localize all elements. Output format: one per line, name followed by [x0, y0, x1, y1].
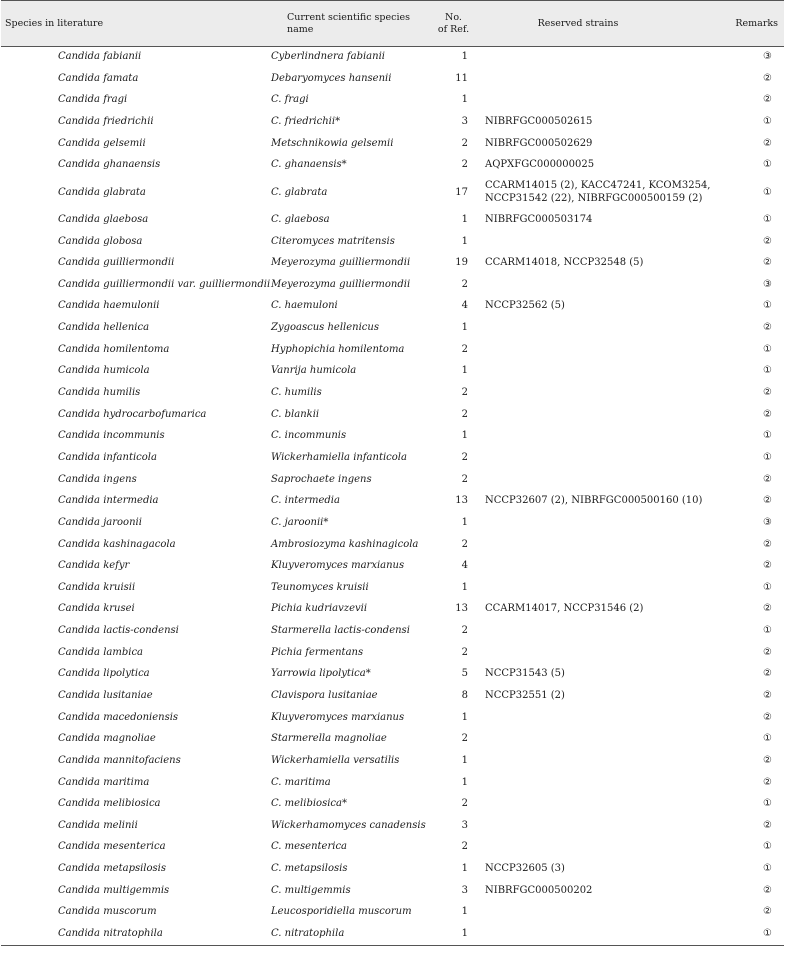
table-row — [1, 133, 784, 155]
table-row — [1, 253, 784, 275]
table-row — [1, 209, 784, 231]
remark-cell: ② — [763, 884, 772, 896]
current-species-name-cell: C. nitratophila — [263, 923, 431, 945]
remark-cell: ② — [763, 690, 772, 701]
reference-count-cell: 1 — [431, 923, 476, 945]
reserved-strains-cell — [476, 556, 734, 578]
table-row — [1, 599, 784, 621]
current-species-name-cell: Yarrowia lipolytica* — [271, 668, 371, 680]
current-species-name-cell: C. mesenterica — [271, 841, 348, 853]
reference-count-cell: 1 — [461, 711, 468, 723]
remark-cell: ② — [763, 646, 772, 658]
remark-cell: ② — [763, 819, 772, 831]
species-in-literature-cell: Candida kruisii — [58, 581, 136, 593]
reference-count-cell: 5 — [461, 668, 468, 680]
reserved-strains-cell — [476, 815, 734, 837]
reference-count-cell: 2 — [461, 646, 468, 658]
species-in-literature-cell: Candida glabrata — [58, 186, 146, 198]
current-species-name-cell: C. humilis — [271, 387, 322, 399]
reserved-strains-cell — [476, 68, 734, 90]
species-in-literature-cell: Candida friedrichii — [58, 115, 154, 127]
table-row — [1, 707, 784, 729]
species-in-literature-cell: Candida lactis-condensi — [58, 625, 179, 637]
table-row — [1, 859, 784, 881]
current-species-name-cell: C. ghanaensis* — [271, 159, 347, 171]
table-row — [1, 923, 784, 945]
remark-cell: ① — [763, 863, 772, 875]
current-species-name-cell: Meyerozyma guilliermondii — [271, 278, 411, 290]
species-in-literature-cell: Candida haemulonii — [58, 300, 160, 312]
species-in-literature-cell: Candida melibiosica — [58, 798, 161, 810]
current-species-name-cell: Meyerozyma guilliermondii — [271, 257, 411, 269]
header-species-in-literature: Species in literature — [1, 1, 263, 47]
reserved-strains-cell — [476, 772, 734, 794]
reference-count-cell: 1 — [461, 51, 468, 63]
reference-count-cell: 11 — [455, 72, 468, 84]
reserved-strains-cell — [476, 923, 734, 945]
species-in-literature-cell: Candida magnoliae — [58, 733, 156, 745]
current-species-name-cell: C. melibiosica* — [271, 798, 347, 810]
reference-count-cell: 1 — [461, 906, 468, 918]
current-species-name-cell: C. jaroonii* — [271, 516, 329, 528]
remark-cell: ② — [763, 906, 772, 918]
current-species-name-cell: C. maritima — [271, 776, 331, 788]
current-species-name-cell: Kluyveromyces marxianus — [271, 711, 405, 723]
reserved-strains-cell — [476, 642, 734, 664]
remark-cell: ② — [763, 668, 772, 680]
remark-cell: ② — [763, 754, 772, 766]
remark-cell: ③ — [763, 516, 772, 528]
table-row — [1, 382, 784, 404]
reserved-strains-cell: NCCP32605 (3) — [485, 863, 565, 875]
remark-cell: ① — [763, 625, 772, 637]
species-in-literature-cell: Candida metapsilosis — [58, 863, 166, 875]
table-row — [1, 47, 784, 69]
reference-count-cell: 1 — [461, 430, 468, 442]
reserved-strains-cell — [476, 621, 734, 643]
remark-cell: ① — [734, 923, 784, 945]
reference-count-cell: 2 — [461, 538, 468, 550]
header-number-of-references — [431, 1, 476, 47]
remark-cell: ① — [763, 213, 772, 225]
remark-cell: ② — [763, 257, 772, 269]
reference-count-cell: 2 — [461, 473, 468, 485]
reserved-strains-cell — [476, 447, 734, 469]
reference-count-cell: 19 — [455, 257, 468, 269]
table-row — [1, 318, 784, 340]
species-in-literature-cell: Candida lambica — [58, 646, 143, 658]
remark-cell: ② — [763, 560, 772, 572]
remark-cell: ① — [763, 733, 772, 745]
table-row — [1, 469, 784, 491]
table-row — [1, 274, 784, 296]
remark-cell: ① — [763, 451, 772, 463]
table-row — [1, 361, 784, 383]
current-species-name-cell: Debaryomyces hansenii — [271, 72, 392, 84]
current-species-name-cell: C. incommunis — [271, 430, 347, 442]
reserved-strains-cell: NCCP32562 (5) — [485, 300, 565, 312]
current-species-name-cell: Saprochaete ingens — [271, 473, 372, 485]
reference-count-cell: 13 — [455, 495, 468, 507]
reserved-strains-cell — [476, 577, 734, 599]
species-in-literature-cell: Candida guilliermondii var. guilliermondii — [58, 278, 271, 290]
species-in-literature-cell: Candida lipolytica — [58, 668, 150, 680]
remark-cell: ② — [763, 72, 772, 84]
current-species-name-cell: Kluyveromyces marxianus — [271, 560, 405, 572]
reserved-strains-cell — [476, 426, 734, 448]
reference-count-cell: 17 — [455, 186, 468, 198]
current-species-name-cell: Ambrosiozyma kashinagicola — [271, 538, 419, 550]
remark-cell: ① — [763, 430, 772, 442]
reserved-strains-cell — [476, 729, 734, 751]
header-no-line2: of Ref. — [437, 23, 470, 35]
table-row — [1, 426, 784, 448]
species-in-literature-cell: Candida homilentoma — [58, 343, 170, 355]
reserved-strains-cell — [476, 339, 734, 361]
reference-count-cell: 1 — [461, 235, 468, 247]
current-species-name-cell: Citeromyces matritensis — [271, 235, 395, 247]
remark-cell: ② — [763, 94, 772, 106]
header-reserved-strains: Reserved strains — [476, 1, 734, 47]
reserved-strains-cell — [476, 837, 734, 859]
reserved-strains-cell — [476, 361, 734, 383]
table-header — [1, 1, 784, 47]
current-species-name-cell: C. fragi — [271, 94, 309, 106]
species-in-literature-cell: Candida incommunis — [58, 430, 165, 442]
current-species-name-cell: C. blankii — [271, 408, 320, 420]
species-in-literature-cell: Candida muscorum — [58, 906, 157, 918]
species-in-literature-cell: Candida globosa — [58, 235, 143, 247]
current-species-name-cell: Pichia kudriavzevii — [271, 603, 368, 615]
current-species-name-cell: Starmerella lactis-condensi — [271, 625, 410, 637]
table-row — [1, 512, 784, 534]
table-row — [1, 155, 784, 177]
table-row — [1, 577, 784, 599]
species-in-literature-cell: Candida krusei — [58, 603, 135, 615]
table-row — [1, 111, 784, 133]
species-in-literature-cell: Candida gelsemii — [58, 137, 146, 149]
remark-cell: ② — [763, 387, 772, 399]
table-row — [1, 621, 784, 643]
reserved-strains-cell: CCARM14017, NCCP31546 (2) — [485, 603, 644, 615]
table-row — [1, 534, 784, 556]
reserved-strains-cell — [476, 47, 734, 69]
reference-count-cell: 2 — [461, 387, 468, 399]
reference-count-cell: 3 — [461, 115, 468, 127]
table-row — [1, 837, 784, 859]
reference-count-cell: 2 — [461, 278, 468, 290]
reserved-strains-cell — [476, 469, 734, 491]
table-row — [1, 815, 784, 837]
species-in-literature-cell: Candida mesenterica — [58, 841, 166, 853]
current-species-name-cell: Wickerhamomyces canadensis — [271, 819, 426, 831]
reference-count-cell: 1 — [461, 776, 468, 788]
current-species-name-cell: C. glaebosa — [271, 213, 330, 225]
species-in-literature-cell: Candida jaroonii — [58, 516, 142, 528]
table-row — [1, 729, 784, 751]
table-row — [1, 685, 784, 707]
table-row — [1, 750, 784, 772]
table-body — [1, 47, 784, 946]
current-species-name-cell: Starmerella magnoliae — [271, 733, 387, 745]
table-row — [1, 902, 784, 924]
current-species-name-cell: Pichia fermentans — [271, 646, 364, 658]
remark-cell: ① — [763, 115, 772, 127]
reserved-strains-cell: NIBRFGC000502629 — [485, 137, 593, 149]
current-species-name-cell: C. metapsilosis — [271, 863, 348, 875]
remark-cell: ② — [763, 408, 772, 420]
reserved-strains-cell — [476, 902, 734, 924]
reference-count-cell: 2 — [461, 625, 468, 637]
reference-count-cell: 1 — [461, 213, 468, 225]
species-in-literature-cell: Candida fabianii — [58, 51, 142, 63]
table-row — [1, 642, 784, 664]
reserved-strains-cell: NCCP31543 (5) — [485, 668, 565, 680]
current-species-name-cell: Zygoascus hellenicus — [271, 322, 379, 334]
reference-count-cell: 2 — [461, 137, 468, 149]
reserved-strains-cell — [476, 90, 734, 112]
header-remarks: Remarks — [734, 1, 784, 47]
remark-cell: ② — [763, 603, 772, 615]
reference-count-cell: 3 — [461, 884, 468, 896]
reference-count-cell: 1 — [461, 94, 468, 106]
species-in-literature-cell: Candida fragi — [58, 94, 128, 106]
reference-count-cell: 2 — [461, 451, 468, 463]
reference-count-cell: 2 — [461, 841, 468, 853]
remark-cell: ③ — [763, 51, 772, 63]
reference-count-cell: 1 — [461, 516, 468, 528]
reserved-strains-cell: CCARM14018, NCCP32548 (5) — [485, 257, 644, 269]
species-in-literature-cell: Candida guilliermondii — [58, 257, 175, 269]
reserved-strains-cell: AQPXFGC000000025 — [485, 159, 595, 171]
remark-cell: ② — [763, 473, 772, 485]
reference-count-cell: 8 — [461, 690, 468, 701]
table-row — [1, 339, 784, 361]
species-table — [1, 0, 784, 946]
table-row — [1, 556, 784, 578]
reserved-strains-cell — [476, 534, 734, 556]
reference-count-cell: 3 — [461, 819, 468, 831]
reserved-strains-cell: CCARM14015 (2), KACC47241, KCOM3254, NCCP31542 (22), NIBRFGC000500159 (2) — [485, 180, 711, 204]
reserved-strains-cell: NCCP32551 (2) — [485, 690, 565, 701]
species-in-literature-cell: Candida intermedia — [58, 495, 159, 507]
reference-count-cell: 4 — [461, 300, 468, 312]
reserved-strains-cell — [476, 231, 734, 253]
species-in-literature-cell: Candida hellenica — [58, 322, 150, 334]
remark-cell: ② — [763, 711, 772, 723]
current-species-name-cell: Wickerhamiella versatilis — [271, 754, 400, 766]
remark-cell: ② — [763, 235, 772, 247]
current-species-name-cell: C. friedrichii* — [271, 115, 341, 127]
header-row — [1, 1, 784, 47]
reserved-strains-cell: NIBRFGC000502615 — [485, 115, 593, 127]
remark-cell: ② — [763, 137, 772, 149]
species-in-literature-cell: Candida ingens — [58, 473, 137, 485]
remark-cell: ① — [763, 365, 772, 377]
species-in-literature-cell: Candida maritima — [58, 776, 150, 788]
current-species-name-cell: Wickerhamiella infanticola — [271, 451, 407, 463]
reserved-strains-cell — [476, 274, 734, 296]
remark-cell: ② — [763, 538, 772, 550]
reference-count-cell: 2 — [461, 408, 468, 420]
table-row — [1, 296, 784, 318]
reserved-strains-cell: NIBRFGC000500202 — [485, 884, 593, 896]
current-species-name-cell: C. haemuloni — [271, 300, 338, 312]
species-in-literature-cell: Candida famata — [58, 72, 139, 84]
species-in-literature-cell: Candida melinii — [58, 819, 138, 831]
species-in-literature-cell: Candida macedoniensis — [58, 711, 179, 723]
reference-count-cell: 13 — [455, 603, 468, 615]
remark-cell: ① — [763, 798, 772, 810]
species-in-literature-cell: Candida hydrocarbofumarica — [58, 408, 207, 420]
reserved-strains-cell — [476, 318, 734, 340]
table-row — [1, 772, 784, 794]
species-in-literature-cell: Candida kashinagacola — [58, 538, 176, 550]
reference-count-cell: 2 — [461, 733, 468, 745]
remark-cell: ① — [763, 581, 772, 593]
table-row — [1, 231, 784, 253]
table-row — [1, 880, 784, 902]
remark-cell: ② — [763, 776, 772, 788]
species-in-literature-cell: Candida humicola — [58, 365, 150, 377]
species-in-literature-cell: Candida mannitofaciens — [58, 754, 181, 766]
species-in-literature-cell: Candida glaebosa — [58, 213, 149, 225]
reference-count-cell: 1 — [461, 863, 468, 875]
reserved-strains-cell: NIBRFGC000503174 — [485, 213, 593, 225]
remark-cell: ③ — [763, 278, 772, 290]
reference-count-cell: 2 — [461, 343, 468, 355]
reference-count-cell: 2 — [461, 798, 468, 810]
species-in-literature-cell: Candida multigemmis — [58, 884, 170, 896]
remark-cell: ① — [763, 841, 772, 853]
species-in-literature-cell: Candida infanticola — [58, 451, 157, 463]
reference-count-cell: 4 — [461, 560, 468, 572]
reserved-strains-cell — [476, 382, 734, 404]
remark-cell: ① — [763, 343, 772, 355]
reference-count-cell: 1 — [461, 754, 468, 766]
table-row — [1, 176, 784, 209]
current-species-name-cell: Cyberlindnera fabianii — [271, 51, 385, 63]
table-row — [1, 491, 784, 513]
remark-cell: ① — [763, 159, 772, 171]
table-row — [1, 447, 784, 469]
current-species-name-cell: Metschnikowia gelsemii — [271, 137, 394, 149]
current-species-name-cell: Vanrija humicola — [271, 365, 357, 377]
header-current-scientific-name: Current scientific species name — [263, 1, 431, 47]
current-species-name-cell: Teunomyces kruisii — [271, 581, 369, 593]
header-no-line1: No. — [445, 12, 462, 24]
table-row — [1, 90, 784, 112]
current-species-name-cell: C. glabrata — [271, 186, 328, 198]
current-species-name-cell: C. multigemmis — [271, 884, 351, 896]
species-in-literature-cell: Candida humilis — [58, 387, 141, 399]
remark-cell: ① — [763, 186, 772, 198]
species-in-literature-cell: Candida ghanaensis — [58, 159, 161, 171]
table-row — [1, 794, 784, 816]
reserved-strains-cell: NCCP32607 (2), NIBRFGC000500160 (10) — [485, 495, 703, 507]
reference-count-cell: 1 — [461, 322, 468, 334]
remark-cell: ② — [763, 322, 772, 334]
reserved-strains-cell — [476, 512, 734, 534]
current-species-name-cell: Leucosporidiella muscorum — [271, 906, 412, 918]
table-row — [1, 664, 784, 686]
remark-cell: ② — [763, 495, 772, 507]
reserved-strains-cell — [476, 707, 734, 729]
species-in-literature-cell: Candida lusitaniae — [58, 690, 153, 701]
reserved-strains-cell — [476, 794, 734, 816]
current-species-name-cell: C. intermedia — [271, 495, 340, 507]
current-species-name-cell: Clavispora lusitaniae — [271, 690, 378, 701]
table-row — [1, 404, 784, 426]
current-species-name-cell: Hyphopichia homilentoma — [271, 343, 405, 355]
table-row — [1, 68, 784, 90]
reserved-strains-cell — [476, 750, 734, 772]
species-in-literature-cell: Candida kefyr — [58, 560, 130, 572]
reference-count-cell: 2 — [461, 159, 468, 171]
reserved-strains-cell — [476, 404, 734, 426]
remark-cell: ① — [763, 300, 772, 312]
reference-count-cell: 1 — [461, 365, 468, 377]
species-in-literature-cell: Candida nitratophila — [1, 923, 263, 945]
reference-count-cell: 1 — [461, 581, 468, 593]
